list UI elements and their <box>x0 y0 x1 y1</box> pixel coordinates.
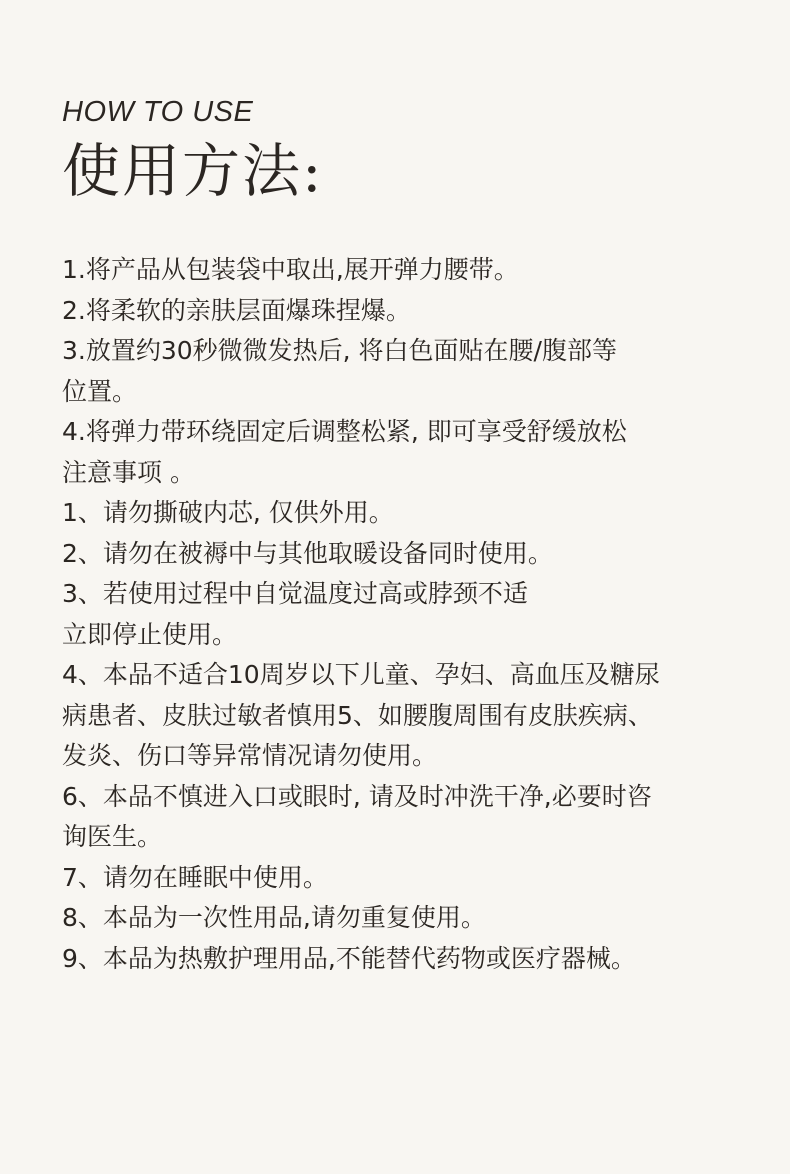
notice-line: 3、若使用过程中自觉温度过高或脖颈不适 <box>62 579 528 608</box>
notice-line: 2、请勿在被褥中与其他取暖设备同时使用。 <box>62 538 553 568</box>
notice-line: 9、本品为热敷护理用品,不能替代药物或医疗器械。 <box>62 943 636 973</box>
notice-line: 4、本品不适合10周岁以下儿童、孕妇、高血压及糖尿 <box>62 660 660 689</box>
instruction-line: 4.将弹力带环绕固定后调整松紧, 即可享受舒缓放松 <box>62 417 627 446</box>
notice-line: 1、请勿撕破内芯, 仅供外用。 <box>62 498 394 527</box>
notice-line: 8、本品为一次性用品,请勿重复使用。 <box>62 903 486 932</box>
instruction-line: 3.放置约30秒微微发热后, 将白色面贴在腰/腹部等 <box>62 336 617 365</box>
instructions-panel <box>62 92 762 979</box>
notice-line: 发炎、伤口等异常情况请勿使用。 <box>62 741 438 770</box>
notice-line: 询医生。 <box>62 822 163 851</box>
notice-line: 6、本品不慎进入口或眼时, 请及时冲洗干净,必要时咨 <box>62 781 652 811</box>
instruction-line: 位置。 <box>62 376 138 406</box>
english-title: HOW TO USE <box>62 96 254 128</box>
notice-line: 立即停止使用。 <box>62 619 238 649</box>
notice-line: 7、请勿在睡眠中使用。 <box>62 862 328 892</box>
instruction-line: 2.将柔软的亲肤层面爆珠捏爆。 <box>62 295 411 325</box>
chinese-title: 使用方法: <box>62 137 324 205</box>
instruction-line: 1.将产品从包装袋中取出,展开弹力腰带。 <box>62 255 519 284</box>
notice-heading: 注意事项 。 <box>62 457 195 487</box>
notice-line: 病患者、皮肤过敏者慎用5、如腰腹周围有皮肤疾病、 <box>62 700 653 730</box>
instruction-list <box>62 250 762 979</box>
